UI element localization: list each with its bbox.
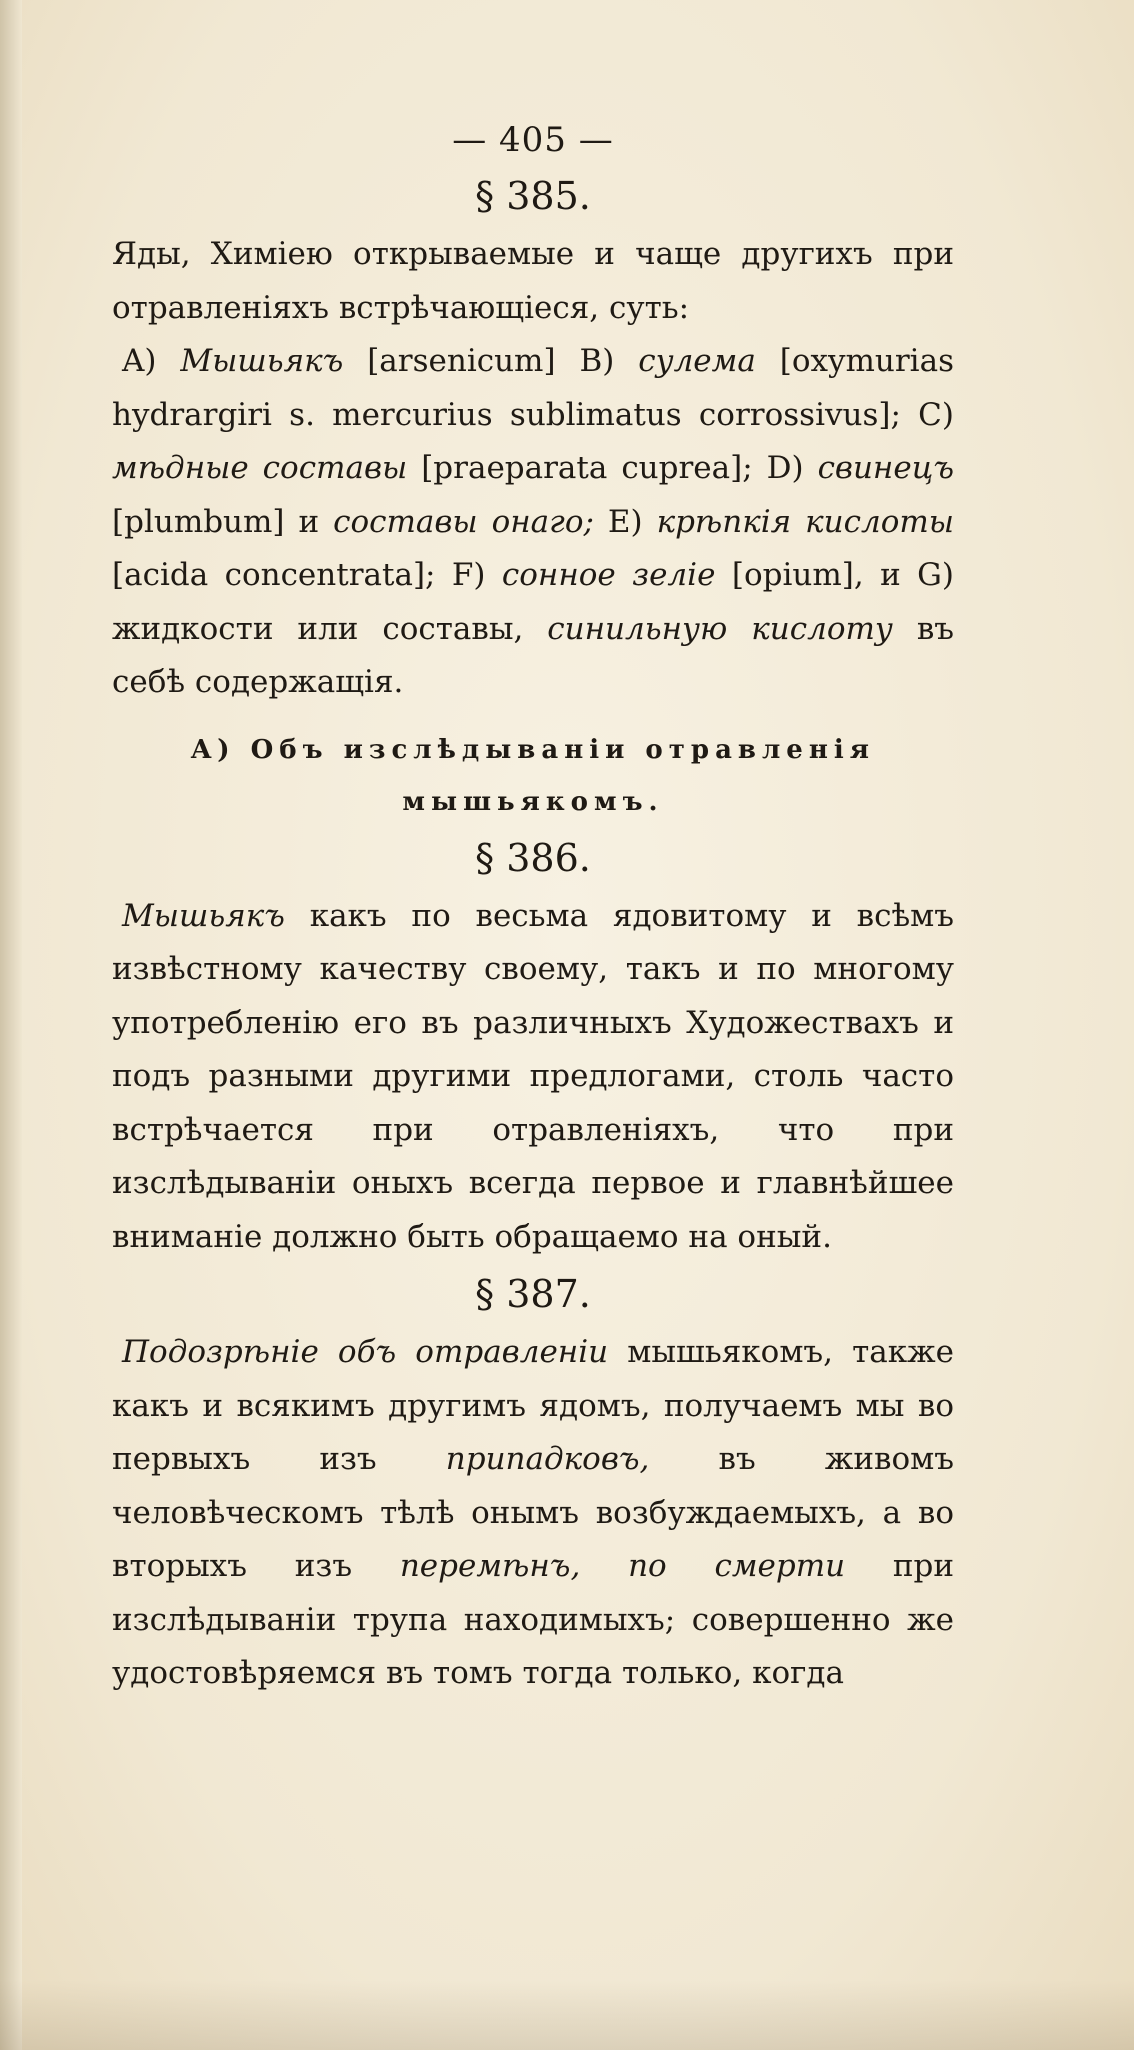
list-term: Мышьякъ [180,343,344,379]
list-marker: E) [607,503,643,540]
paragraph-385-intro: Яды, Химіею открываемые и чаще другихъ при отравленіяхъ встрѣчающіеся, суть: [112,236,954,326]
list-latin: [acida concentrata]; [112,557,436,593]
section-heading-386: § 386. [475,835,591,880]
paragraph-387-term3: перемѣнъ, [399,1548,581,1584]
list-term: сулема [638,343,756,379]
subheading-line2: мышьякомъ. [402,786,664,817]
list-marker: A) [122,343,157,379]
list-term: сонное зеліе [501,557,716,593]
subheading-arsenic [112,724,954,828]
subheading-marker: A) [191,734,236,765]
paragraph-386-text [112,890,954,1265]
list-marker: D) [766,450,804,486]
page-gutter [0,0,22,2050]
list-term: крѣпкія кислоты [656,503,955,540]
list-latin: [oxymurias hydrargiri s. mercurius sublimatus corrossivus]; [112,343,954,433]
paragraph-387-text1: мышьякомъ, также какъ и всякимъ другимъ ядомъ, получаемъ мы во первыхъ изъ [112,1334,954,1477]
paragraph-387-text3: при изслѣдываніи трупа находимыхъ; совершенно же удостовѣряемся въ томъ тогда только, когда [112,1548,955,1691]
list-latin: [praeparata cuprea]; [421,450,753,486]
list-plain: и [298,503,320,540]
list-marker: C) [918,396,954,433]
list-plain: жидкости или составы, [112,610,524,647]
list-marker: B) [579,343,615,379]
list-latin: [opium], [731,557,864,593]
list-term: синильную кислоту [547,610,893,647]
list-term: свинецъ [817,450,954,486]
list-latin: [arsenicum] [367,343,556,379]
paragraph-387-term4: по смерти [628,1548,846,1584]
paragraph-386-body: какъ по весьма ядовитому и всѣмъ извѣстному качеству своему, такъ и по многому употребленію его въ различныхъ Художествахъ и подъ разными другими предлогами, столь часто встрѣчается при отравленіяхъ, что при изслѣдываніи оныхъ всегда первое и главнѣйшее вниманіе должно быть обращаемо на оный. [112,897,954,1255]
list-marker: и G) [880,557,954,593]
list-plain: въ себѣ содержащія. [112,610,954,700]
page-content [112,120,954,1701]
paragraph-387 [112,1326,954,1701]
list-term: мѣдные составы [112,450,408,486]
paragraph-387-text2: въ живомъ человѣческомъ тѣлѣ онымъ возбуждаемыхъ, а во вторыхъ изъ [112,1441,954,1584]
section-heading-387: § 387. [475,1272,591,1316]
paragraph-387-text [112,1326,954,1701]
list-term: составы онаго; [333,503,594,540]
poison-list [112,335,954,710]
list-latin: [plumbum] [112,503,285,540]
section-heading-385: § 385. [475,174,591,218]
page-number: — 405 — [452,120,614,160]
page-bottom-edge [0,1980,1134,2050]
subheading-line1: Объ изслѣдываніи отравленія [250,734,875,765]
paragraph-386 [112,890,954,1265]
paragraph-387-term2: припадковъ, [445,1441,650,1477]
paragraph-385 [112,228,954,710]
paragraph-387-term1: Подозрѣніе объ отравленіи [122,1334,609,1370]
paragraph-386-term: Мышьякъ [122,897,285,934]
list-marker: F) [451,557,486,593]
